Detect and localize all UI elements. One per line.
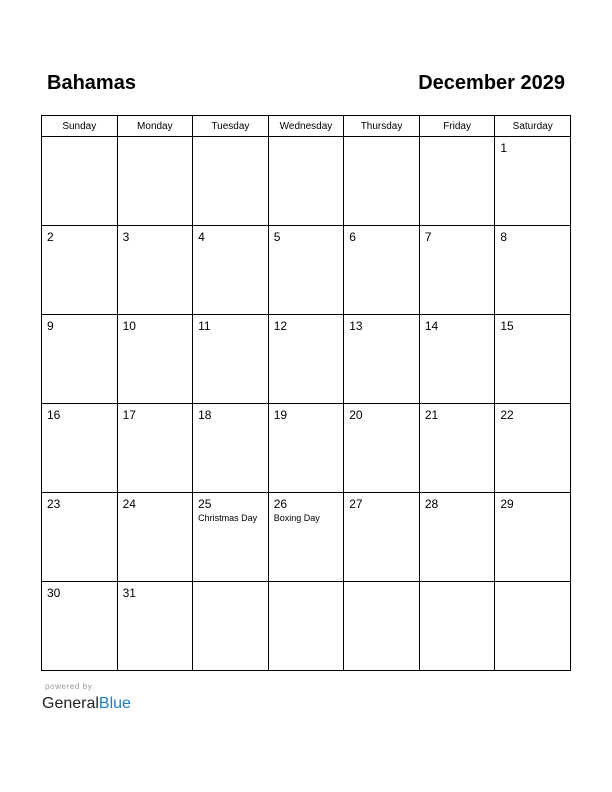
day-cell: [344, 315, 420, 404]
day-cell: [344, 493, 420, 582]
weekday-header: Saturday: [495, 116, 571, 137]
day-cell: [268, 137, 344, 226]
day-number: 24: [122, 497, 136, 511]
day-cell: [117, 404, 193, 493]
day-cell: [495, 226, 571, 315]
day-cell: [117, 582, 193, 671]
day-number: 4: [198, 230, 205, 244]
day-cell: [495, 137, 571, 226]
weekday-header: Thursday: [344, 116, 420, 137]
day-cell: [193, 404, 269, 493]
day-number: 26: [273, 497, 288, 511]
day-cell: [42, 493, 118, 582]
day-number: 1: [500, 141, 508, 155]
day-cell: [344, 137, 420, 226]
weekday-header: Wednesday: [268, 116, 344, 137]
day-cell: [419, 404, 495, 493]
day-cell: [42, 315, 118, 404]
day-cell: [42, 404, 118, 493]
day-number: 28: [424, 497, 439, 511]
day-number: 29: [500, 497, 514, 511]
day-cell: [344, 404, 420, 493]
day-cell: [268, 493, 344, 582]
day-cell: [42, 137, 118, 226]
holiday-label: Christmas Day: [198, 513, 258, 523]
week-row: [42, 226, 571, 315]
day-cell: [268, 315, 344, 404]
day-number: 17: [122, 408, 136, 422]
day-number: 9: [47, 319, 54, 333]
day-cell: [117, 493, 193, 582]
day-number: 25: [198, 497, 212, 511]
day-number: 10: [122, 319, 136, 333]
day-number: 31: [122, 586, 136, 600]
day-cell: [193, 493, 269, 582]
day-number: 14: [424, 319, 439, 333]
brand-name-blue: Blue: [98, 695, 131, 712]
day-number: 21: [424, 408, 439, 422]
week-row: [42, 404, 571, 493]
weekday-header: Sunday: [42, 116, 118, 137]
day-cell: [193, 315, 269, 404]
day-cell: [117, 226, 193, 315]
weekday-header-row: [42, 116, 571, 137]
country-title: Bahamas: [47, 72, 136, 94]
day-number: 13: [349, 319, 363, 333]
day-number: 15: [500, 319, 514, 333]
day-cell: [344, 226, 420, 315]
week-row: [42, 315, 571, 404]
day-number: 7: [424, 230, 432, 244]
day-cell: [495, 315, 571, 404]
day-cell: [419, 493, 495, 582]
calendar-grid: [41, 115, 571, 671]
day-number: 18: [198, 408, 212, 422]
day-number: 22: [500, 408, 514, 422]
week-row: [42, 137, 571, 226]
day-cell: [117, 315, 193, 404]
day-number: 8: [500, 230, 508, 244]
day-cell: [419, 315, 495, 404]
day-number: 19: [273, 408, 288, 422]
day-number: 11: [198, 319, 211, 333]
day-cell: [419, 226, 495, 315]
day-number: 30: [47, 586, 61, 600]
day-cell: [495, 493, 571, 582]
weekday-header: Tuesday: [193, 116, 269, 137]
day-number: 16: [47, 408, 61, 422]
day-number: 23: [47, 497, 61, 511]
day-cell: [495, 404, 571, 493]
week-row: [42, 493, 571, 582]
day-number: 6: [349, 230, 356, 244]
day-cell: [344, 582, 420, 671]
day-cell: [193, 582, 269, 671]
powered-by-label: powered by: [45, 682, 93, 691]
day-cell: [495, 582, 571, 671]
brand-logo[interactable]: [42, 694, 131, 714]
day-cell: [419, 137, 495, 226]
day-cell: [193, 137, 269, 226]
day-cell: [268, 582, 344, 671]
day-number: 5: [273, 230, 281, 244]
day-cell: [42, 226, 118, 315]
day-cell: [419, 582, 495, 671]
day-number: 27: [349, 497, 363, 511]
day-cell: [42, 582, 118, 671]
month-year-title: December 2029: [418, 72, 565, 94]
day-cell: [268, 404, 344, 493]
weekday-header: Monday: [117, 116, 193, 137]
day-number: 3: [122, 230, 130, 244]
day-cell: [193, 226, 269, 315]
day-number: 12: [273, 319, 288, 333]
weekday-header: Friday: [419, 116, 495, 137]
week-row: [42, 582, 571, 671]
day-number: 20: [349, 408, 363, 422]
holiday-label: Boxing Day: [273, 513, 320, 523]
footer-branding: [42, 682, 131, 714]
brand-name-general: General: [42, 695, 99, 712]
day-cell: [268, 226, 344, 315]
day-number: 2: [47, 230, 54, 244]
day-cell: [117, 137, 193, 226]
